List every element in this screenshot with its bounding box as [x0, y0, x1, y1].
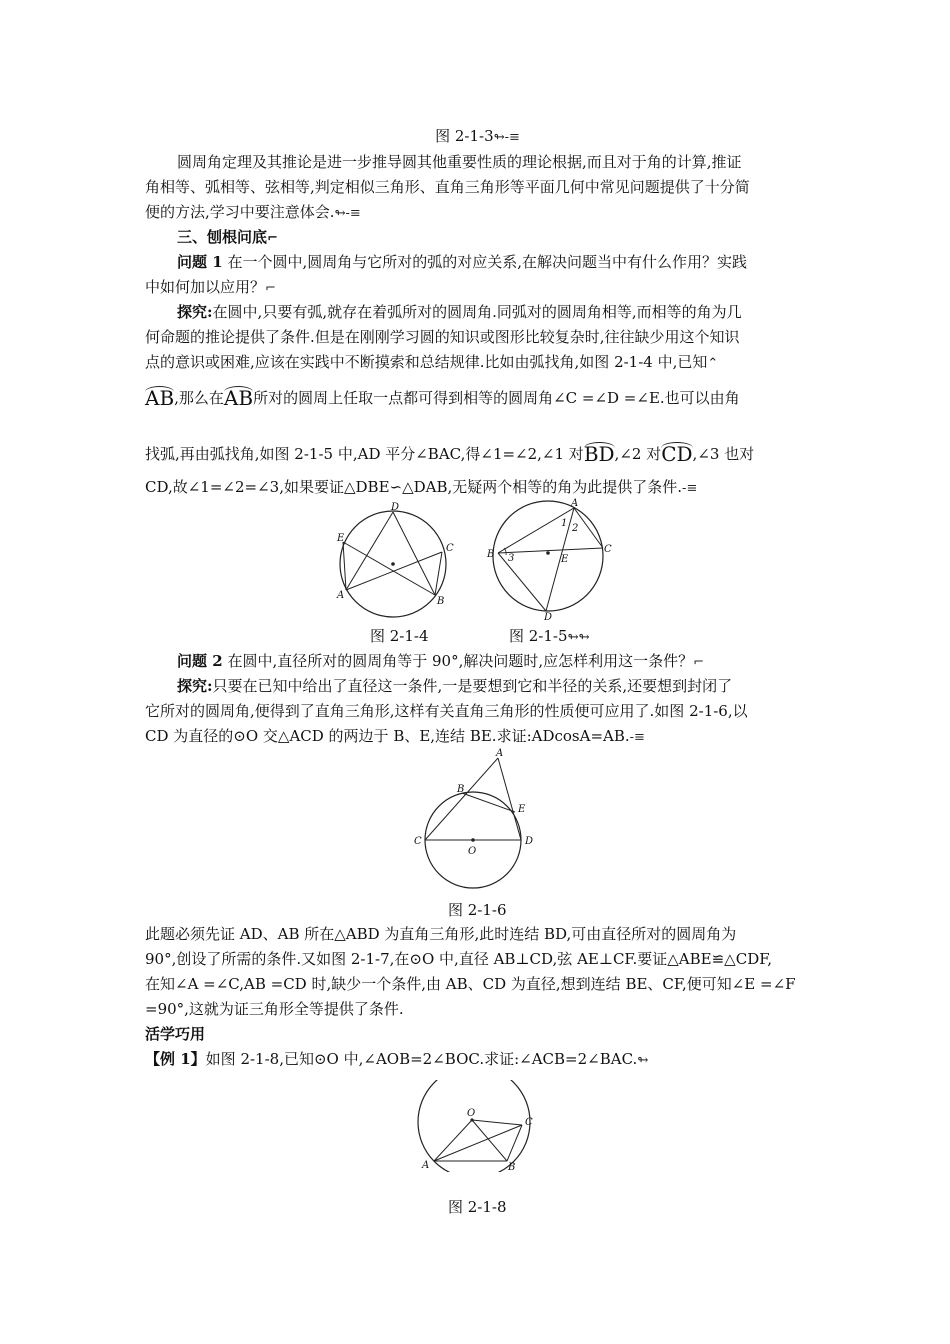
arc-bd: BD — [583, 442, 615, 466]
f4-label-e: E — [337, 533, 345, 544]
paragraph-3-line-2: 90°,创设了所需的条件.又如图 2-1-7,在⊙O 中,直径 AB⊥CD,弦 AE⊥CF.要证△ABE≌△CDF, — [145, 950, 773, 968]
example-1: 【例 1】如图 2-1-8,已知⊙O 中,∠AOB=2∠BOC.求证:∠ACB=2∠BAC.↬ — [145, 1050, 649, 1068]
f5-label-d: D — [544, 612, 553, 622]
f5-label-3: 3 — [508, 553, 515, 564]
figure-2-1-4-caption: 图 2-1-4 — [370, 627, 429, 645]
f8-label-a: A — [422, 1160, 430, 1171]
figure-2-1-6 — [410, 748, 544, 896]
explore-1-line-2: 何命题的推论提供了条件.但是在刚刚学习圆的知识或图形比较复杂时,往往缺少用这个知识 — [145, 328, 740, 346]
f5-label-b: B — [487, 549, 495, 560]
arc-ab-2: AB — [223, 386, 254, 410]
explore-2-line-1: 探究:只要在已知中给出了直径这一条件,一是要想到它和半径的关系,还要想到封闭了 — [177, 677, 733, 695]
question-1-line-1: 问题 1 在一个圆中,圆周角与它所对的弧的对应关系,在解决问题当中有什么作用？实践 — [177, 253, 747, 271]
f6-label-a: A — [496, 748, 504, 759]
figure-2-1-8-caption: 图 2-1-8 — [448, 1198, 507, 1216]
figure-2-1-4 — [335, 500, 461, 622]
explore-1-line-4: AB,那么在AB所对的圆周上任取一点都可得到相等的圆周角∠C =∠D =∠E.也可以由角 — [145, 386, 740, 410]
f6-label-b: B — [457, 784, 465, 795]
explore-1-line-5: 找弧,再由弧找角,如图 2-1-5 中,AD 平分∠BAC,得∠1=∠2,∠1 对BD,∠2 对CD,∠3 也对 — [145, 442, 755, 466]
f4-label-c: C — [446, 543, 454, 554]
f6-label-c: C — [414, 836, 422, 847]
figure-2-1-3-caption: 图 2-1-3↬-≡ — [435, 127, 520, 145]
paragraph-1-line-3: 便的方法,学习中要注意体会.↬-≡ — [145, 203, 361, 221]
f8-label-b: B — [508, 1162, 516, 1172]
explore-2-line-2: 它所对的圆周角,便得到了直角三角形,这样有关直角三角形的性质便可应用了.如图 2-1-6,以 — [145, 702, 748, 720]
figure-2-1-6-caption: 图 2-1-6 — [448, 901, 507, 919]
explore-1-line-1: 探究:在圆中,只要有弧,就存在着弧所对的圆周角.同弧对的圆周角相等,而相等的角为几 — [177, 303, 742, 321]
explore-1-line-6: CD,故∠1=∠2=∠3,如果要证△DBE∽△DAB,无疑两个相等的角为此提供了条件.-≡ — [145, 478, 698, 496]
figure-2-1-5 — [484, 498, 616, 622]
question-1-line-2: 中如何加以应用？⌐ — [145, 278, 276, 296]
explore-2-line-3: CD 为直径的⊙O 交△ACD 的两边于 B、E,连结 BE.求证:ADcosA=AB.-≡ — [145, 727, 645, 745]
paragraph-3-line-3: 在知∠A =∠C,AB =CD 时,缺少一个条件,由 AB、CD 为直径,想到连结 BE、CF,便可知∠E =∠F — [145, 975, 796, 993]
f6-label-d: D — [525, 836, 534, 847]
f5-label-1: 1 — [561, 518, 568, 529]
f8-label-c: C — [525, 1117, 533, 1128]
f8-label-o: O — [467, 1108, 476, 1119]
figure-2-1-8 — [412, 1080, 542, 1172]
f5-label-a: A — [571, 498, 579, 509]
f4-label-b: B — [437, 596, 445, 607]
f5-label-c: C — [604, 544, 612, 555]
paragraph-3-line-4: =90°,这就为证三角形全等提供了条件. — [145, 1000, 404, 1018]
paragraph-3-line-1: 此题必须先证 AD、AB 所在△ABD 为直角三角形,此时连结 BD,可由直径所对的圆周角为 — [145, 925, 737, 943]
section-heading-3: 三、刨根问底⌐ — [177, 228, 278, 246]
figure-2-1-5-caption: 图 2-1-5↬↬ — [509, 627, 590, 645]
section-heading-apply: 活学巧用 — [145, 1025, 206, 1043]
f5-label-e: E — [561, 554, 569, 565]
paragraph-1-line-1: 圆周角定理及其推论是进一步推导圆其他重要性质的理论根据,而且对于角的计算,推证 — [177, 153, 742, 171]
question-2-line-1: 问题 2 在圆中,直径所对的圆周角等于 90°,解决问题时,应怎样利用这一条件？⌐ — [177, 652, 705, 670]
explore-1-line-3: 点的意识或困难,应该在实践中不断摸索和总结规律.比如由弧找角,如图 2-1-4 中,已知⌃ — [145, 353, 719, 371]
paragraph-1-line-2: 角相等、弧相等、弦相等,判定相似三角形、直角三角形等平面几何中常见问题提供了十分简 — [145, 178, 750, 196]
f6-label-o: O — [468, 846, 477, 857]
f6-label-e: E — [518, 804, 526, 815]
arc-cd: CD — [661, 442, 693, 466]
f5-label-2: 2 — [572, 523, 579, 534]
arc-ab: AB — [145, 386, 175, 410]
f4-label-a: A — [337, 590, 345, 601]
f4-label-d: D — [391, 502, 400, 513]
